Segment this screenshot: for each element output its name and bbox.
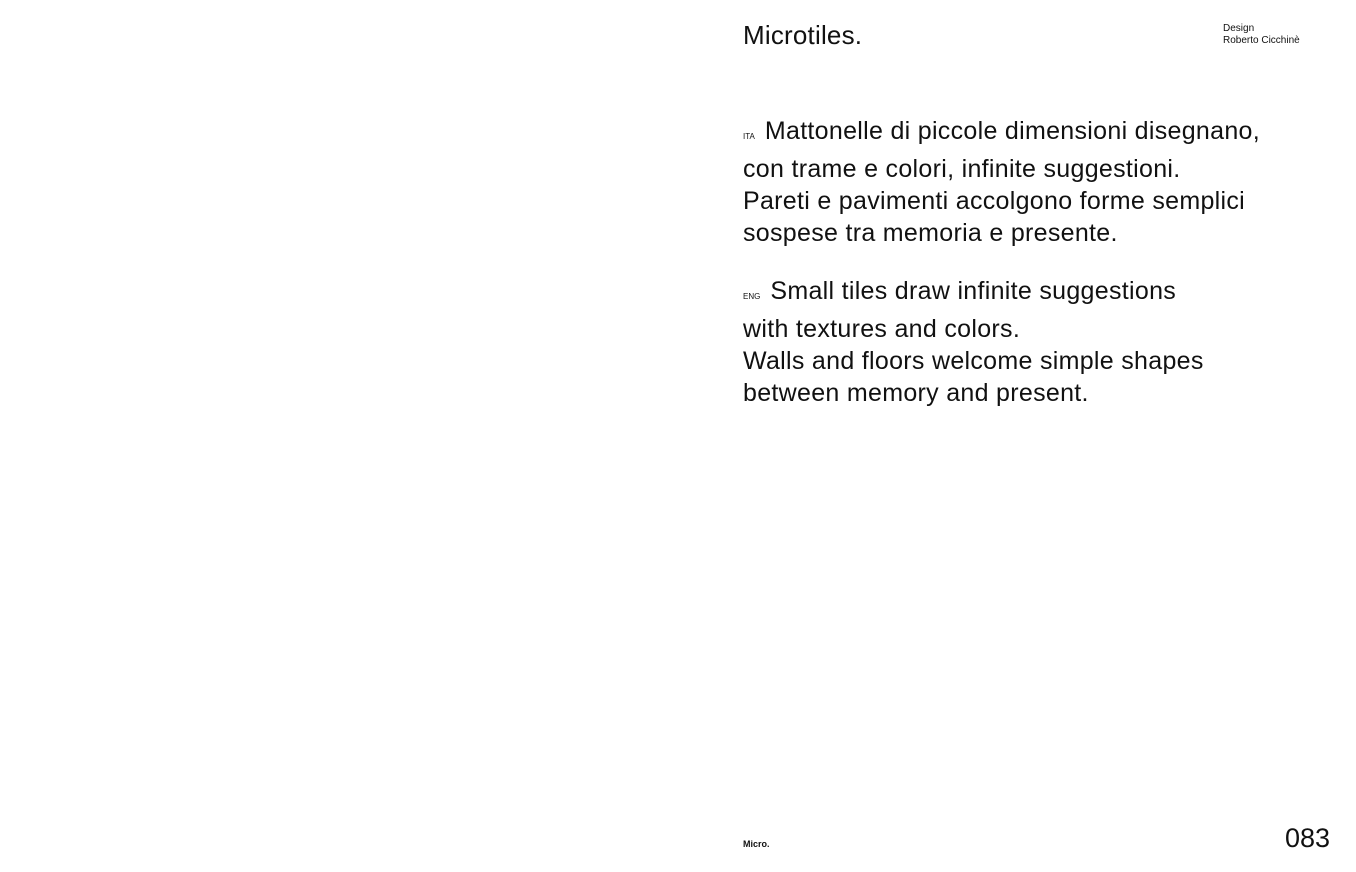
design-credit	[1223, 23, 1300, 47]
text-line-content: Mattonelle di piccole dimensioni disegnano,	[764, 117, 1260, 145]
text-line	[743, 115, 1333, 153]
language-tag-eng: ENG	[743, 292, 761, 301]
language-tag-ita: ITA	[743, 132, 755, 141]
text-line: sospese tra memoria e presente.	[743, 219, 1118, 247]
text-line: con trame e colori, infinite suggestioni.	[743, 155, 1181, 183]
italian-description	[743, 115, 1333, 249]
credit-label: Design	[1223, 23, 1255, 34]
footer-brand: Micro.	[743, 839, 770, 849]
english-description	[743, 275, 1333, 409]
designer-name: Roberto Cicchinè	[1223, 35, 1300, 46]
text-line: Pareti e pavimenti accolgono forme semplici	[743, 187, 1246, 215]
text-line-content: Small tiles draw infinite suggestions	[770, 277, 1177, 305]
page-title: Microtiles.	[743, 20, 863, 50]
text-line: between memory and present.	[743, 379, 1089, 407]
text-line: Walls and floors welcome simple shapes	[743, 347, 1204, 375]
page-number: 083	[1284, 823, 1330, 853]
text-line: with textures and colors.	[743, 315, 1021, 343]
text-line	[743, 275, 1333, 313]
